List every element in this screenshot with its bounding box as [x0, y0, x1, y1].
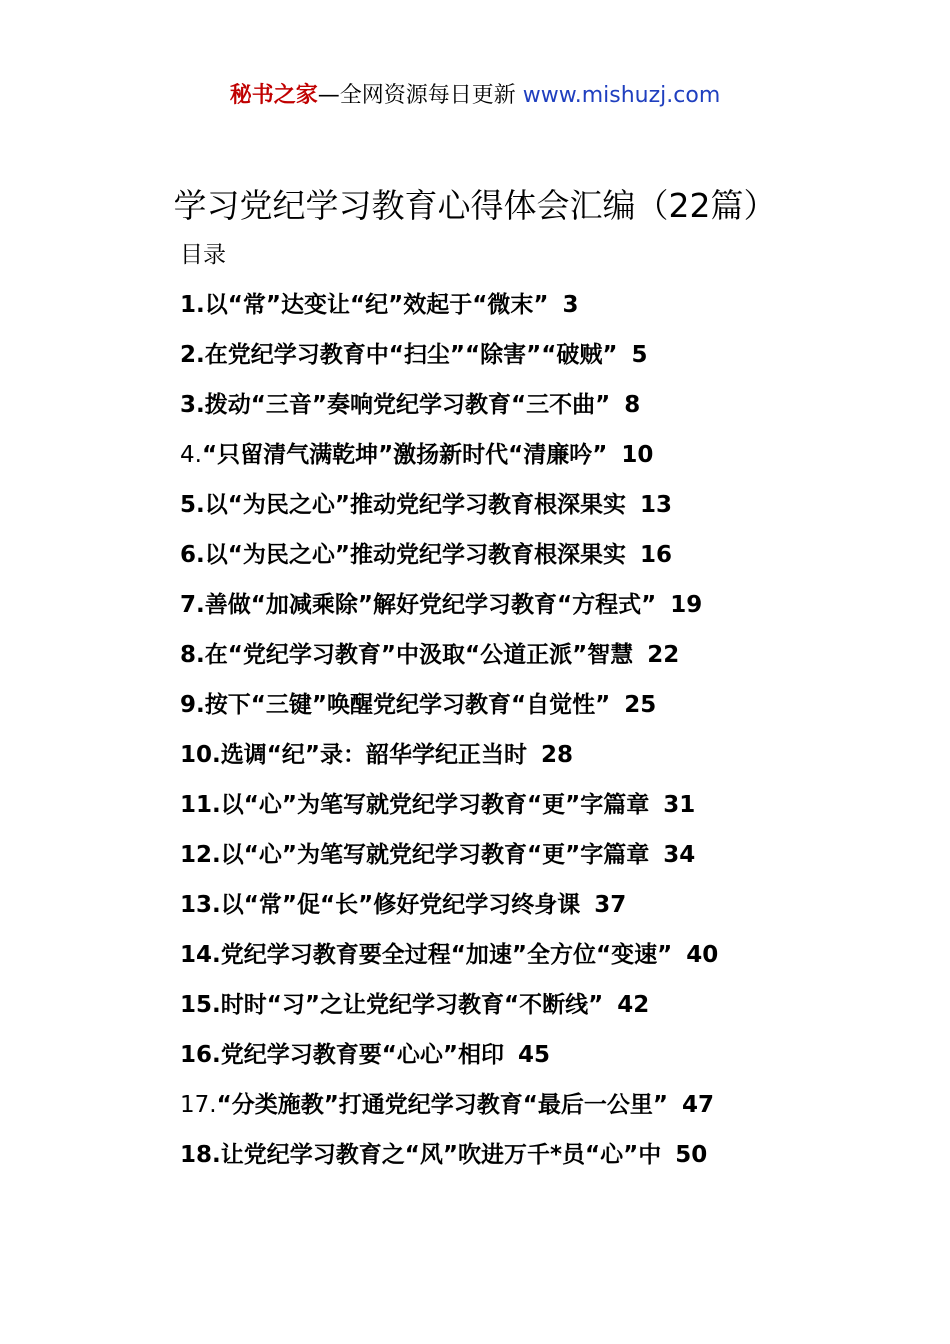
toc-item[interactable] [180, 985, 820, 1035]
toc-item-title: 以“心”为笔写就党纪学习教育“更”字篇章 [220, 792, 650, 818]
toc-item[interactable] [180, 835, 820, 885]
site-header [0, 80, 950, 112]
toc-item-number: 5. [180, 492, 205, 518]
toc-item-page: 40 [686, 942, 719, 968]
toc-item-page: 31 [663, 792, 696, 818]
toc-item-number: 12. [180, 842, 221, 868]
toc-item-number: 3. [180, 392, 205, 418]
toc-item[interactable] [180, 435, 820, 485]
toc-item-page: 13 [639, 492, 672, 518]
toc-item-page: 22 [647, 642, 680, 668]
toc-item[interactable] [180, 635, 820, 685]
toc-item-title: 按下“三键”唤醒党纪学习教育“自觉性” [204, 692, 611, 718]
toc-item-number: 8. [180, 642, 205, 668]
toc-item-title: 善做“加减乘除”解好党纪学习教育“方程式” [204, 592, 657, 618]
toc-item-page: 25 [624, 692, 657, 718]
toc-item[interactable] [180, 1035, 820, 1085]
toc-item-title: “只留清气满乾坤”激扬新时代“清廉吟” [201, 442, 608, 468]
toc-item-page: 10 [621, 442, 654, 468]
toc-item[interactable] [180, 935, 820, 985]
toc-item-title: 在党纪学习教育中“扫尘”“除害”“破贼” [204, 342, 618, 368]
toc-item-page: 8 [624, 392, 641, 418]
toc-item-page: 50 [675, 1142, 708, 1168]
toc-item[interactable] [180, 785, 820, 835]
toc-item-title: 以“为民之心”推动党纪学习教育根深果实 [204, 492, 626, 518]
toc-item-number: 17. [180, 1092, 217, 1118]
toc-item-page: 42 [617, 992, 650, 1018]
toc-item[interactable] [180, 485, 820, 535]
toc-item-title: 以“常”促“长”修好党纪学习终身课 [220, 892, 581, 918]
toc-item-title: 时时“习”之让党纪学习教育“不断线” [220, 992, 604, 1018]
toc-item-number: 10. [180, 742, 221, 768]
toc-item-number: 1. [180, 292, 205, 318]
toc-item-title: 以“心”为笔写就党纪学习教育“更”字篇章 [220, 842, 650, 868]
toc-item-number: 13. [180, 892, 221, 918]
toc-item-number: 9. [180, 692, 205, 718]
toc-item-page: 5 [631, 342, 648, 368]
toc-item-number: 18. [180, 1142, 221, 1168]
toc-item-title: 让党纪学习教育之“风”吹进万千*员“心”中 [220, 1142, 662, 1168]
toc-item-number: 15. [180, 992, 221, 1018]
toc-item-page: 16 [639, 542, 672, 568]
toc-item[interactable] [180, 335, 820, 385]
toc-item-page: 19 [670, 592, 703, 618]
toc-item-title: 选调“纪”录：韶华学纪正当时 [220, 742, 527, 768]
toc-item[interactable] [180, 685, 820, 735]
toc-item[interactable] [180, 885, 820, 935]
toc-item-page: 28 [540, 742, 573, 768]
toc-item-title: 党纪学习教育要全过程“加速”全方位“变速” [220, 942, 673, 968]
toc-item-number: 11. [180, 792, 221, 818]
toc-item-title: 拨动“三音”奏响党纪学习教育“三不曲” [204, 392, 611, 418]
table-of-contents [180, 285, 820, 1185]
toc-item-number: 4. [180, 442, 202, 468]
document-title: 学习党纪学习教育心得体会汇编（22篇） [173, 186, 777, 225]
toc-item[interactable] [180, 285, 820, 335]
toc-item[interactable] [180, 585, 820, 635]
toc-item-page: 34 [663, 842, 696, 868]
header-tagline: —全网资源每日更新 [317, 83, 523, 108]
toc-item-title: “分类施教”打通党纪学习教育“最后一公里” [216, 1092, 669, 1118]
toc-item-page: 47 [682, 1092, 715, 1118]
toc-item-number: 6. [180, 542, 205, 568]
toc-item[interactable] [180, 1135, 820, 1185]
site-url[interactable]: www.mishuzj.com [522, 83, 721, 108]
toc-item[interactable] [180, 1085, 820, 1135]
toc-item[interactable] [180, 385, 820, 435]
toc-item-number: 16. [180, 1042, 221, 1068]
toc-item-number: 14. [180, 942, 221, 968]
toc-item-number: 7. [180, 592, 205, 618]
toc-item-title: 以“为民之心”推动党纪学习教育根深果实 [204, 542, 626, 568]
toc-item[interactable] [180, 535, 820, 585]
toc-item-title: 党纪学习教育要“心心”相印 [220, 1042, 504, 1068]
toc-item-number: 2. [180, 342, 205, 368]
toc-item-page: 45 [517, 1042, 550, 1068]
toc-item-page: 37 [594, 892, 627, 918]
toc-item-title: 以“常”达变让“纪”效起于“微末” [204, 292, 549, 318]
toc-item-page: 3 [562, 292, 579, 318]
toc-item-title: 在“党纪学习教育”中汲取“公道正派”智慧 [204, 642, 634, 668]
brand-name: 秘书之家 [229, 83, 318, 108]
toc-heading: 目录 [180, 242, 226, 268]
toc-item[interactable] [180, 735, 820, 785]
